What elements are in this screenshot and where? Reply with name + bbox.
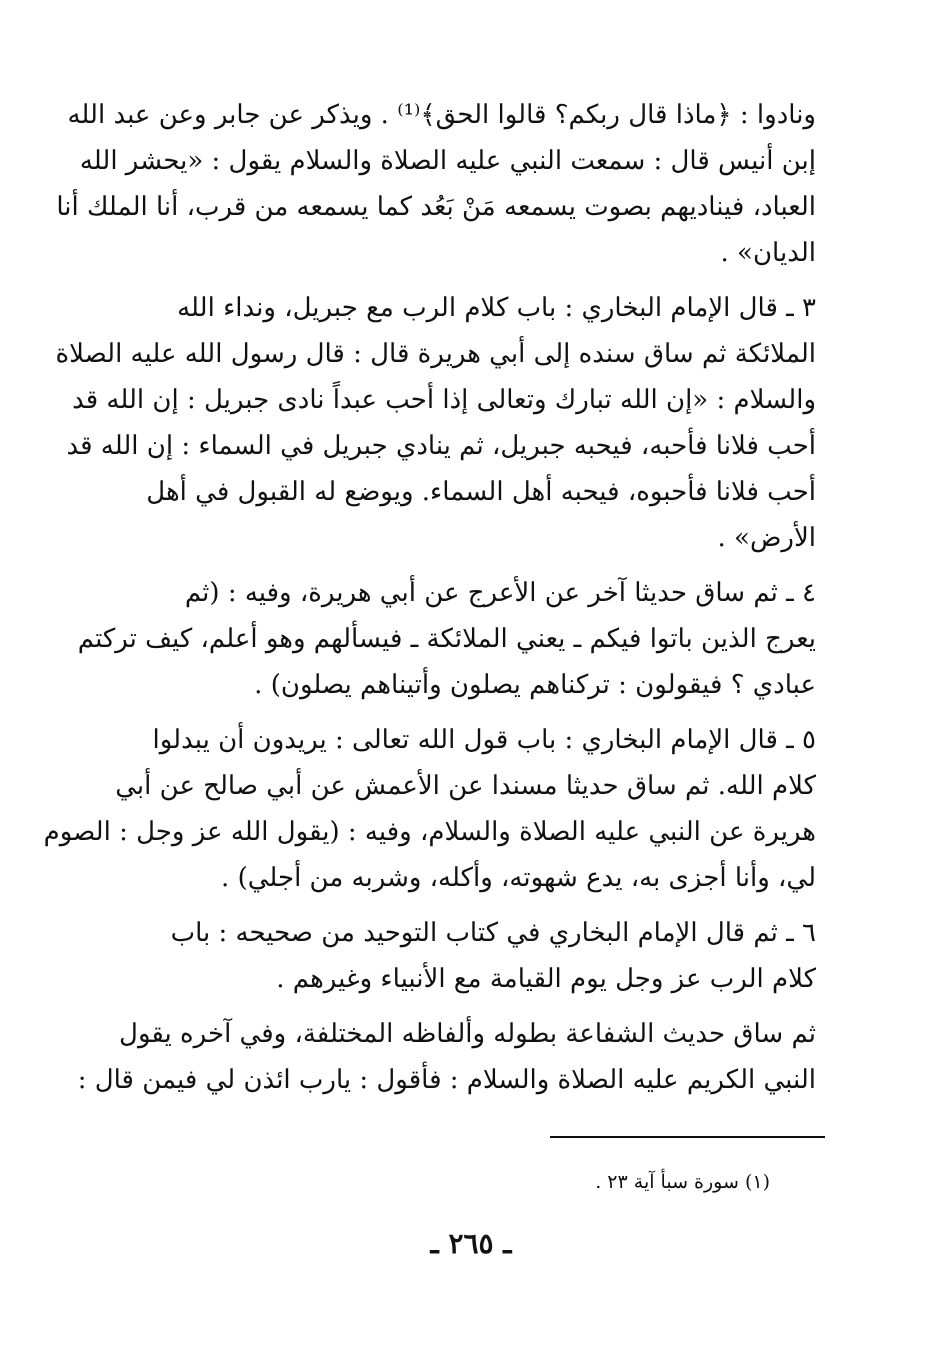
footnote-divider [550,1136,825,1138]
body-text [43,92,816,1112]
text-line: الأرض» . [717,523,816,553]
footnote: (١) سورة سبأ آية ٢٣ . [595,1171,770,1193]
paragraph-5 [108,910,816,1002]
text-line: الديان» . [720,238,816,268]
text-line: ٦ ـ ثم قال الإمام البخاري في كتاب التوحيد من صحيحه : باب [170,918,816,948]
paragraph-4 [43,717,816,901]
text-line: هريرة عن النبي عليه الصلاة والسلام، وفيه : (يقول الله عز وجل : الصوم [43,817,816,847]
text-line: لي، وأنا أجزى به، يدع شهوته، وأكله، وشربه من أجلي) . [221,863,816,893]
text-line: كلام الرب عز وجل يوم القيامة مع الأنبياء وغيرهم . [276,964,816,994]
text-line: ٤ ـ ثم ساق حديثا آخر عن الأعرج عن أبي هريرة، وفيه : (ثم [184,578,816,608]
page-number: ـ ٢٦٥ ـ [430,1227,512,1260]
text-line: يعرج الذين باتوا فيكم ـ يعني الملائكة ـ فيسألهم وهو أعلم، كيف تركتم [77,624,816,654]
text-line: ونادوا : ﴿ماذا قال ربكم؟ قالوا الحق﴾⁽¹⁾ . ويذكر عن جابر وعن عبد الله [67,100,816,130]
paragraph-2 [55,285,816,561]
text-line: النبي الكريم عليه الصلاة والسلام : فأقول : يارب ائذن لي فيمن قال : [77,1065,816,1095]
paragraph-3 [77,570,816,708]
text-line: أحب فلانا فأحبوه، فيحبه أهل السماء. ويوضع له القبول في أهل [146,477,816,507]
text-line: العباد، فيناديهم بصوت يسمعه مَنْ بَعُد كما يسمعه من قرب، أنا الملك أنا [56,192,816,222]
text-line: ثم ساق حديث الشفاعة بطوله وألفاظه المختلفة، وفي آخره يقول [119,1019,816,1049]
text-line: الملائكة ثم ساق سنده إلى أبي هريرة قال : قال رسول الله عليه الصلاة [55,339,816,369]
text-line: ٣ ـ قال الإمام البخاري : باب كلام الرب مع جبريل، ونداء الله [177,293,816,323]
text-line: أحب فلانا فأحبه، فيحبه جبريل، ثم ينادي جبريل في السماء : إن الله قد [66,431,816,461]
text-line: ٥ ـ قال الإمام البخاري : باب قول الله تعالى : يريدون أن يبدلوا [152,725,816,755]
paragraph-1 [56,92,816,276]
paragraph-6 [77,1011,816,1103]
text-line: والسلام : «إن الله تبارك وتعالى إذا أحب عبداً نادى جبريل : إن الله قد [72,385,816,415]
text-line: إبن أنيس قال : سمعت النبي عليه الصلاة والسلام يقول : «يحشر الله [79,146,816,176]
text-line: عبادي ؟ فيقولون : تركناهم يصلون وأتيناهم يصلون) . [254,670,816,700]
text-line: كلام الله. ثم ساق حديثا مسندا عن الأعمش عن أبي صالح عن أبي [115,771,816,801]
